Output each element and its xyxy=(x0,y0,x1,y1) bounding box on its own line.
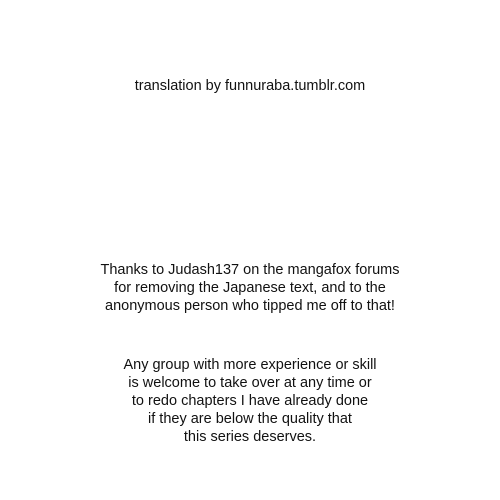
credit-line: translation by funnuraba.tumblr.com xyxy=(134,78,366,94)
invitation-line: Any group with more experience or skill xyxy=(123,357,377,373)
invitation-paragraph xyxy=(0,356,500,446)
thanks-line: for removing the Japanese text, and to the xyxy=(114,280,386,296)
translation-credit xyxy=(0,77,500,95)
invitation-line: to redo chapters I have already done xyxy=(131,393,369,409)
thanks-paragraph xyxy=(0,261,500,315)
invitation-line: this series deserves. xyxy=(183,429,317,445)
invitation-line: is welcome to take over at any time or xyxy=(128,375,372,391)
thanks-line: anonymous person who tipped me off to that! xyxy=(105,298,395,314)
invitation-line: if they are below the quality that xyxy=(148,411,352,427)
thanks-line: Thanks to Judash137 on the mangafox forums xyxy=(100,262,400,278)
